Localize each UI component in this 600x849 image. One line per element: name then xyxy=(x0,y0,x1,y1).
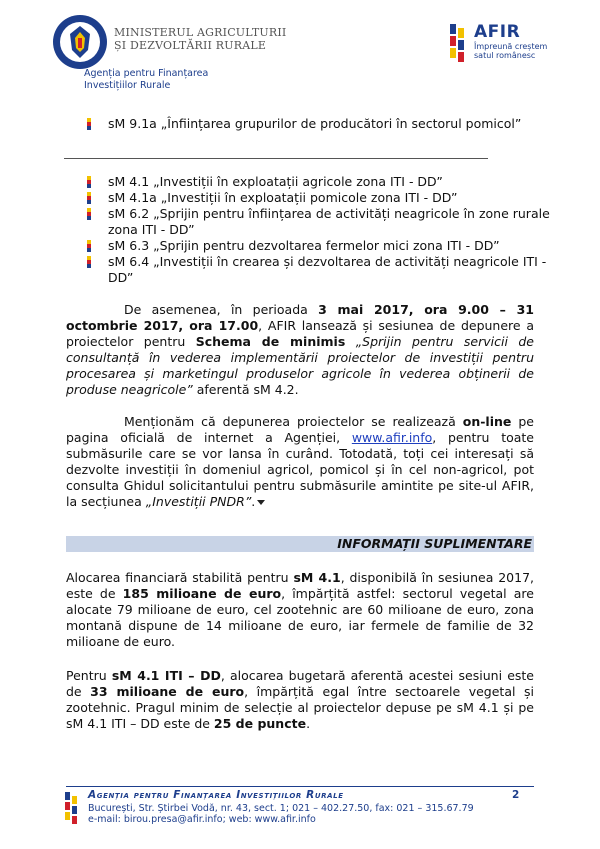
list-item xyxy=(84,238,500,254)
afir-tagline xyxy=(474,42,547,60)
bullet-text: sM 4.1 „Investiții în exploatații agricole zona ITI - DD” xyxy=(108,174,443,189)
horizontal-divider xyxy=(64,158,488,159)
tricolor-bullet-icon xyxy=(84,192,94,204)
list-item xyxy=(84,174,443,190)
afir-tagline-2: satul românesc xyxy=(474,51,536,60)
scheme-name: Schema de minimis xyxy=(195,334,346,349)
bullet-spacer xyxy=(84,272,94,284)
bullet-text: sM 6.2 „Sprijin pentru înființarea de activități neagricole în zone rurale xyxy=(108,206,550,221)
online-emphasis: on-line xyxy=(462,414,512,429)
afir-wordmark: AFIR xyxy=(474,22,521,42)
ministry-line-2: ȘI DEZVOLTĂRII RURALE xyxy=(114,39,267,52)
agency-line-2: Investițiilor Rurale xyxy=(84,80,171,91)
tricolor-bullet-icon xyxy=(84,256,94,268)
footer-divider xyxy=(66,786,534,787)
bullet-text: sM 4.1a „Investiții în exploatații pomicole zona ITI - DD” xyxy=(108,190,458,205)
tricolor-bullet-icon xyxy=(84,240,94,252)
tricolor-bullet-icon xyxy=(84,118,94,130)
allocation-amount: 185 milioane de euro xyxy=(122,586,282,601)
period-dates: 3 mai 2017, ora 9.00 – 31 octombrie 2017, ora 17.00 xyxy=(66,302,534,333)
afir-website-link[interactable]: www.afir.info xyxy=(351,430,433,445)
tricolor-bullet-icon xyxy=(84,176,94,188)
scheme-title: „Sprijin pentru servicii de consultanță în vederea implementării proiectelor de investiții pentru procesarea și marketingul produselor agricole în vederea obținerii de produse neagricole” xyxy=(66,334,534,397)
footer-address: București, Str. Știrbei Vodă, nr. 43, sect. 1; 021 – 402.27.50, fax: 021 – 315.67.79 xyxy=(88,803,474,814)
list-item xyxy=(84,116,521,132)
caret-down-icon xyxy=(257,500,265,505)
minimum-score: 25 de puncte xyxy=(213,716,307,731)
list-item xyxy=(84,206,550,222)
ministry-name xyxy=(114,26,286,52)
footer-address-block xyxy=(88,803,474,825)
bullet-spacer xyxy=(84,224,94,236)
paragraph-allocation: Alocarea financiară stabilită pentru sM 4.1, disponibilă în sesiunea 2017, este de 185 milioane de euro, împărțită astfel: sectorul vegetal are alocate 79 milioane de euro, cel zootehnic are 60 milioane de euro, zona montană dispune de 14 milioane de euro, iar fermele de familie de 32 milioane de euro. xyxy=(66,570,535,649)
guvernul-romaniei-seal-icon xyxy=(52,14,108,70)
afir-tagline-1: Împreună creștem xyxy=(474,42,548,51)
agency-name xyxy=(84,68,208,92)
bullet-text: DD” xyxy=(108,270,134,285)
tricolor-bullet-icon xyxy=(84,208,94,220)
afir-footer-logo-icon xyxy=(64,790,78,826)
bullet-text: sM 9.1a „Înființarea grupurilor de producători în sectorul pomicol” xyxy=(108,116,522,131)
agency-line-1: Agenția pentru Finanțarea xyxy=(84,68,209,79)
list-item xyxy=(84,190,458,206)
footer-contact: e-mail: birou.presa@afir.info; web: www.afir.info xyxy=(88,814,316,825)
page-number: 2 xyxy=(512,789,520,801)
section-reference: „Investiții PNDR” xyxy=(145,494,252,509)
list-item-continuation xyxy=(84,222,195,238)
paragraph-online-submission: Menționăm că depunerea proiectelor se realizează on-line pe pagina oficială de internet a Agenției, www.afir.info, pentru toate submăsurile care se vor lansa în curând. Totodată, toți cei interesați să dezvolte investiții în domeniul agricol, pomicol și în cel non-agricol, pot consulta Ghidul solicitantului pentru submăsurile amintite pe site-ul AFIR, la secțiunea „Investiții PNDR”. xyxy=(66,414,534,509)
list-item-continuation xyxy=(84,270,133,286)
ministry-line-1: MINISTERUL AGRICULTURII xyxy=(114,26,287,39)
page-header xyxy=(0,0,600,100)
section-header-bar xyxy=(66,536,534,552)
bullet-text: sM 6.4 „Investiții în crearea și dezvoltarea de activități neagricole ITI - xyxy=(108,254,547,269)
section-title: INFORMAȚII SUPLIMENTARE xyxy=(337,536,532,551)
iti-allocation-amount: 33 milioane de euro xyxy=(90,684,245,699)
paragraph-minimis: De asemenea, în perioada 3 mai 2017, ora 9.00 – 31 octombrie 2017, ora 17.00, AFIR lansează și sesiunea de depunere a proiectelor pentru Schema de minimis „Sprijin pentru servicii de consultanță în vederea implementării proiectelor de investiții pentru procesarea și marketingul produselor agricole în vederea obținerii de produse neagricole” aferentă sM 4.2. xyxy=(66,302,535,397)
paragraph-iti-dd-allocation: Pentru sM 4.1 ITI – DD, alocarea bugetară aferentă acestei sesiuni este de 33 milioane de euro, împărțită egal între sectoarele vegetal și zootehnic. Pragul minim de selecție al proiectelor depuse pe sM 4.1 și pe sM 4.1 ITI – DD este de 25 de puncte. xyxy=(66,668,534,731)
bullet-text: zona ITI - DD” xyxy=(108,222,195,237)
list-item xyxy=(84,254,546,270)
bullet-text: sM 6.3 „Sprijin pentru dezvoltarea fermelor mici zona ITI - DD” xyxy=(108,238,500,253)
footer-agency-name: Agenția pentru Finanțarea Investițiilor Rurale xyxy=(88,789,344,801)
